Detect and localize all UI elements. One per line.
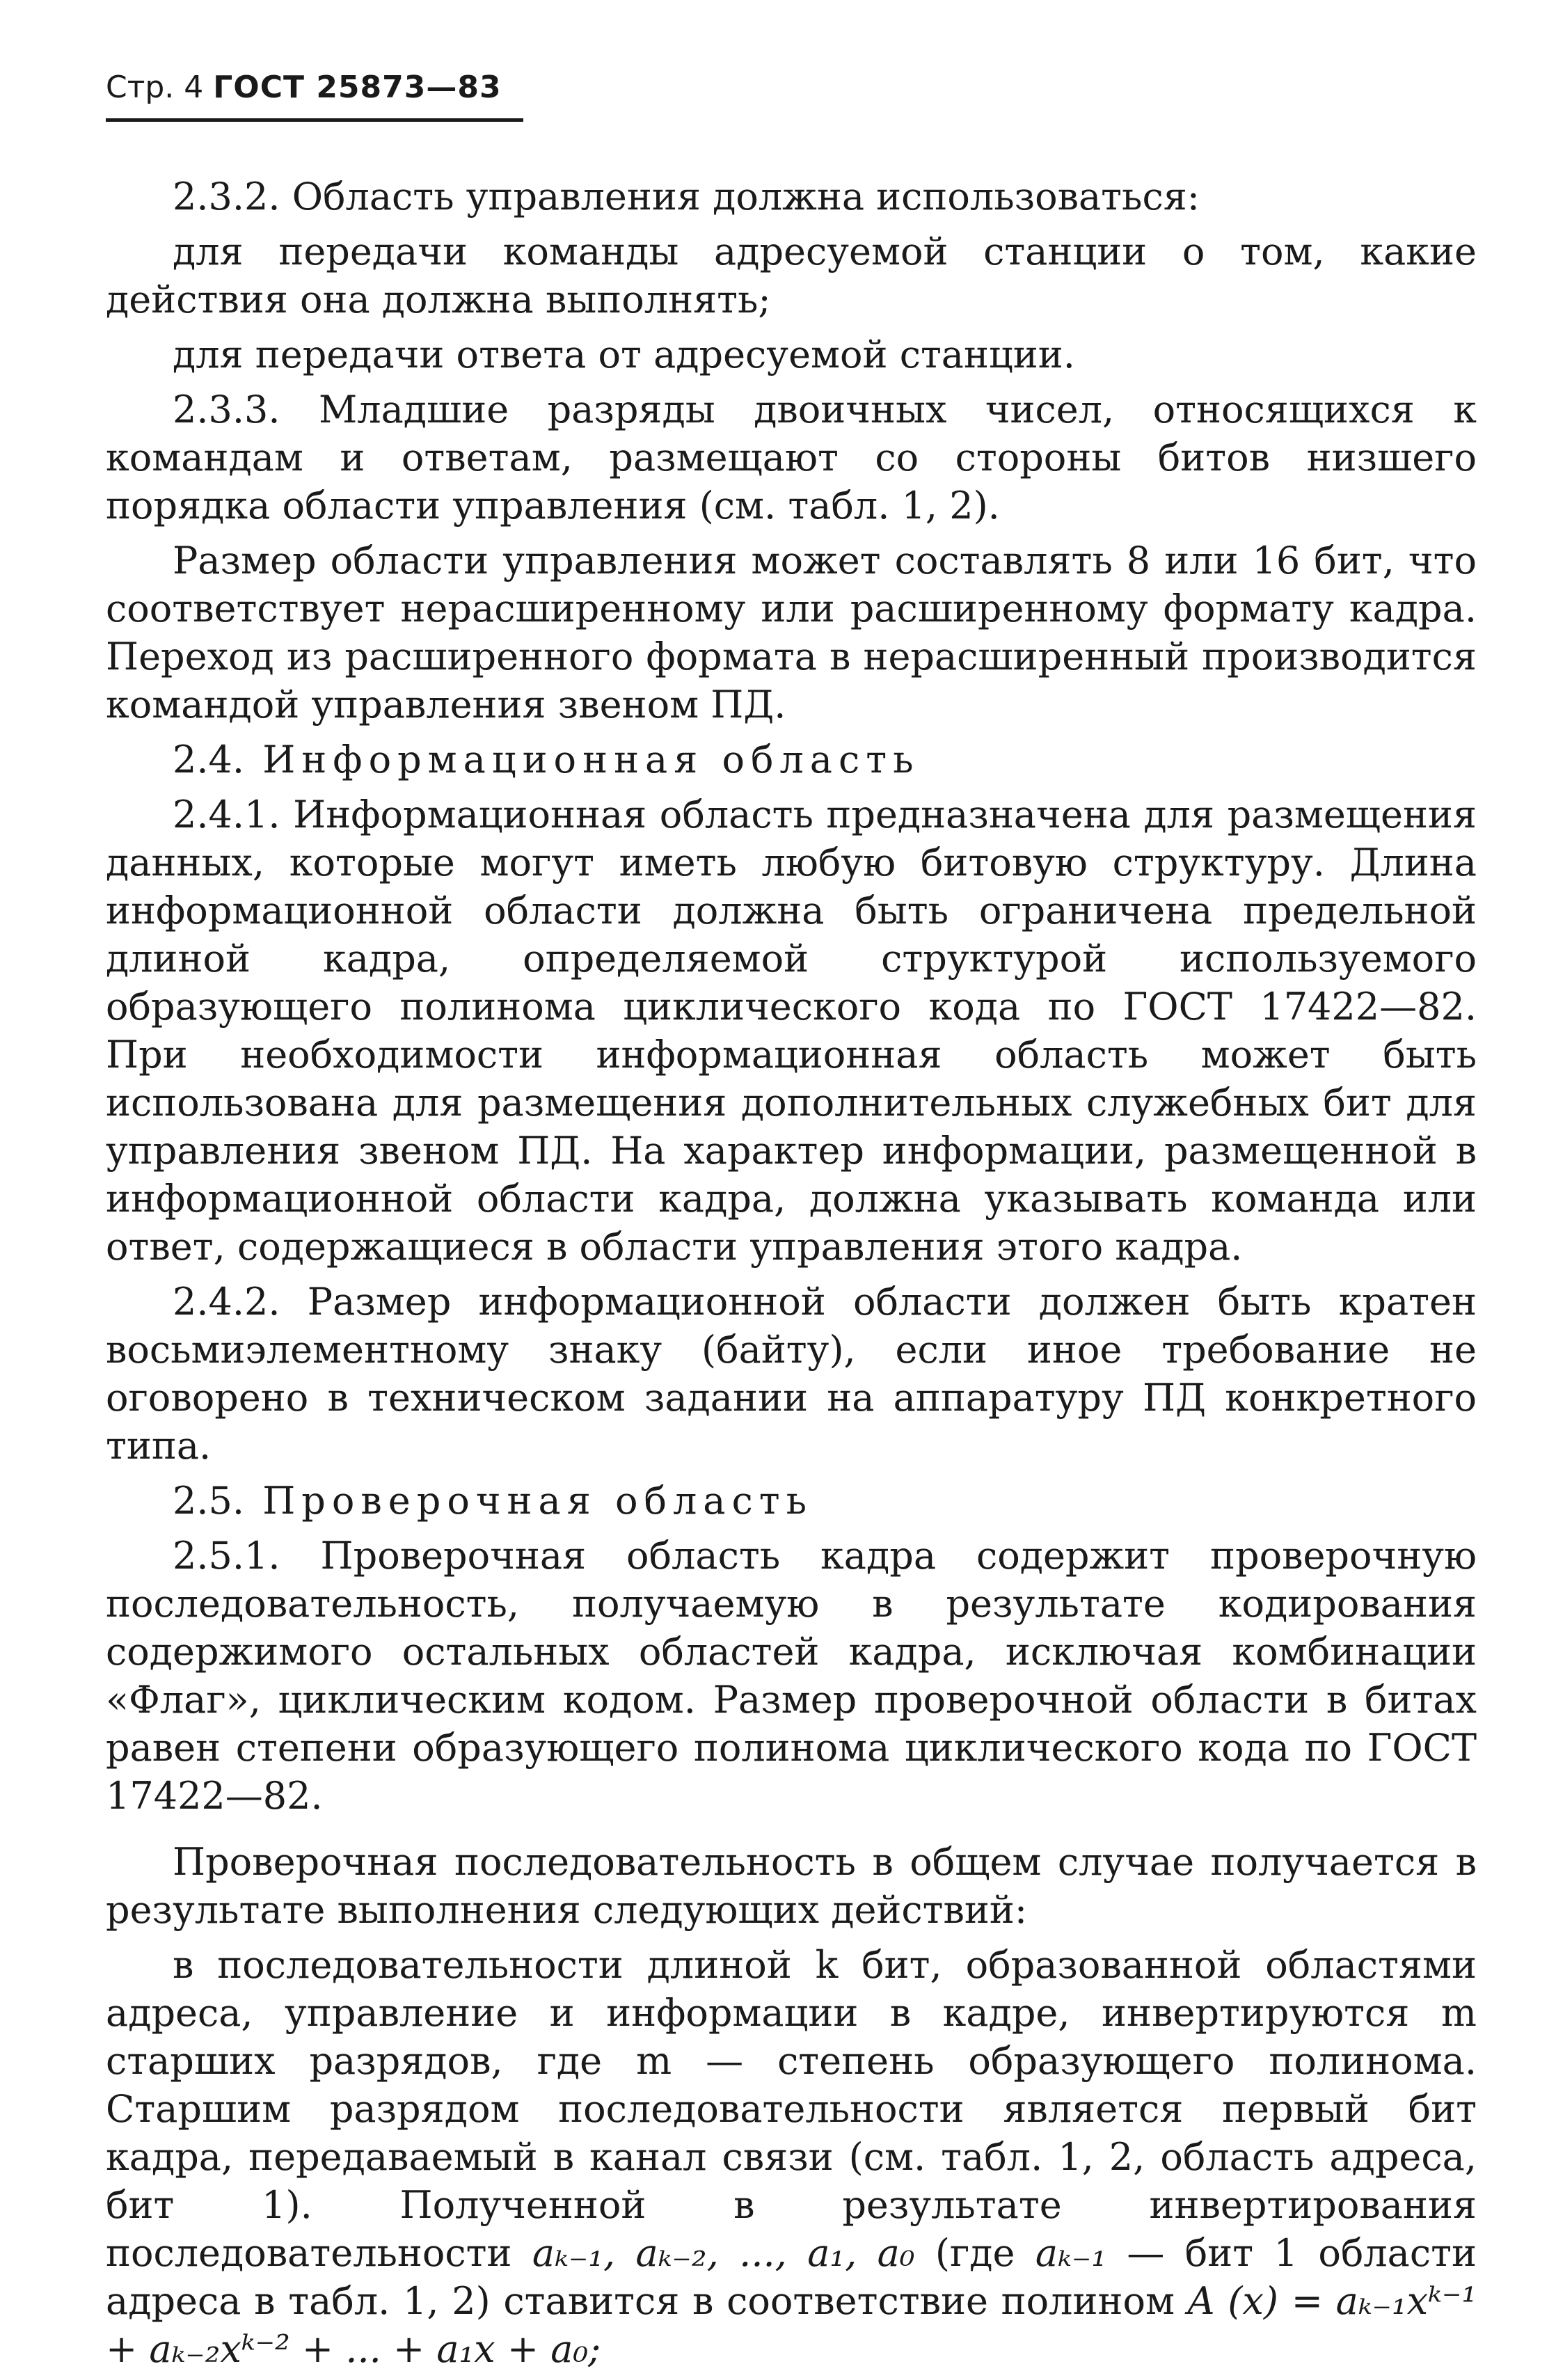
polynomial-formula: A (x) = aₖ₋₁xᵏ⁻¹ + aₖ₋₂xᵏ⁻² + ... + a₁x + a₀;	[106, 2279, 1477, 2371]
procedure-text-part-1: в последовательности длиной k бит, образованной областями адреса, управление и информации в кадре, инвертируются m старших разрядов, где m — степень образующего полинома. Старшим разрядом последовательности является первый бит кадра, передаваемый в канал связи (см. табл. 1, 2, область адреса, бит 1). Полученной в результате инвертирования последовательности	[106, 1943, 1477, 2275]
page-number: Стр. 4	[106, 70, 204, 105]
section-title-2-4: Информационная область	[262, 738, 920, 782]
section-number-2-4: 2.4.	[173, 738, 245, 782]
sequence-procedure-paragraph	[106, 1941, 1477, 2373]
section-heading-2-5	[106, 1477, 1477, 1525]
clause-2-3-2-item-response: для передачи ответа от адресуемой станции.	[173, 333, 1075, 376]
clause-2-3-2-item-command: для передачи команды адресуемой станции о том, какие действия она должна выполнять;	[106, 230, 1477, 322]
section-heading-2-4	[106, 736, 1477, 784]
check-sequence-paragraph: Проверочная последовательность в общем случае получается в результате выполнения следующих действий:	[106, 1840, 1477, 1932]
procedure-text-part-3: — бит 1 области адреса в табл. 1, 2) ставится в соответствие полином	[106, 2231, 1477, 2323]
standard-code: ГОСТ 25873—83	[213, 70, 502, 105]
header-rule	[106, 118, 523, 122]
page-header	[106, 67, 502, 109]
first-bit-formula: aₖ₋₁	[1035, 2231, 1106, 2275]
procedure-text-part-2: (где	[914, 2231, 1035, 2275]
clause-2-4-2: 2.4.2. Размер информационной области должен быть кратен восьмиэлементному знаку (байту), если иное требование не оговорено в техническом задании на аппаратуру ПД конкретного типа.	[106, 1280, 1477, 1468]
clause-2-4-1: 2.4.1. Информационная область предназначена для размещения данных, которые могут иметь любую битовую структуру. Длина информационной области должна быть ограничена предельной длиной кадра, определяемой структурой используемого образующего полинома циклического кода по ГОСТ 17422—82. При необходимости информационная область может быть использована для размещения дополнительных служебных бит для управления звеном ПД. На характер информации, размещенной в информационной области кадра, должна указывать команда или ответ, содержащиеся в области управления этого кадра.	[106, 793, 1477, 1269]
clause-2-5-1: 2.5.1. Проверочная область кадра содержит проверочную последовательность, получаемую в результате кодирования содержимого остальных областей кадра, исключая комбинации «Флаг», циклическим кодом. Размер проверочной области в битах равен степени образующего полинома циклического кода по ГОСТ 17422—82.	[106, 1534, 1477, 1818]
document-body	[106, 173, 1477, 2380]
clause-2-3-2: 2.3.2. Область управления должна использоваться:	[173, 175, 1200, 219]
clause-2-3-3: 2.3.3. Младшие разряды двоичных чисел, относящихся к командам и ответам, размещают со стороны битов низшего порядка области управления (см. табл. 1, 2).	[106, 388, 1477, 527]
sequence-formula: aₖ₋₁, aₖ₋₂, ..., a₁, a₀	[532, 2231, 915, 2275]
control-field-size-paragraph: Размер области управления может составлять 8 или 16 бит, что соответствует нерасширенному или расширенному формату кадра. Переход из расширенного формата в нерасширенный производится командой управления звеном ПД.	[106, 539, 1477, 727]
section-number-2-5: 2.5.	[173, 1479, 245, 1523]
section-title-2-5: Проверочная область	[262, 1479, 813, 1523]
